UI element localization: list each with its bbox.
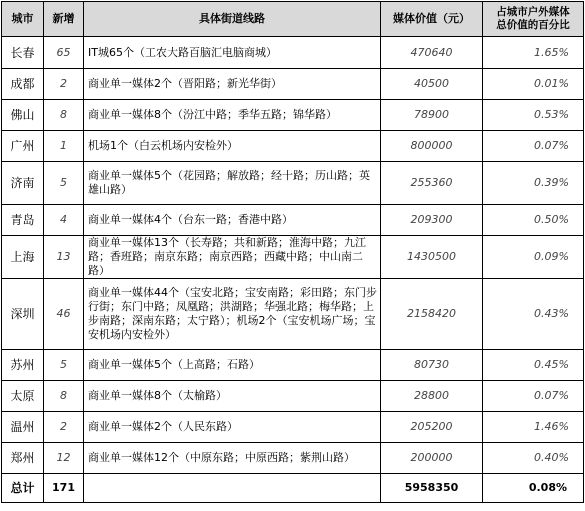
price-cell: 200000: [381, 443, 483, 474]
header-route: 具体街道线路: [84, 2, 381, 37]
price-cell: 1430500: [381, 236, 483, 279]
percentage-cell: 0.45%: [483, 350, 584, 381]
percentage-cell: 0.39%: [483, 162, 584, 205]
route-cell: 商业单一媒体8个（太榆路）: [84, 381, 381, 412]
new-count-cell: 5: [44, 162, 84, 205]
new-count-cell: 2: [44, 69, 84, 100]
total-price: 5958350: [381, 474, 483, 503]
route-cell: 商业单一媒体5个（花园路；解放路；经十路；历山路；英雄山路）: [84, 162, 381, 205]
route-cell: 商业单一媒体2个（晋阳路；新光华街）: [84, 69, 381, 100]
city-cell: 佛山: [2, 100, 44, 131]
table-row: [2, 69, 584, 100]
new-count-cell: 2: [44, 412, 84, 443]
price-cell: 209300: [381, 205, 483, 236]
table-row: [2, 381, 584, 412]
table-row: [2, 236, 584, 279]
route-cell: 商业单一媒体8个（汾江中路；季华五路；锦华路）: [84, 100, 381, 131]
city-cell: 苏州: [2, 350, 44, 381]
city-cell: 太原: [2, 381, 44, 412]
city-cell: 深圳: [2, 279, 44, 350]
new-count-cell: 46: [44, 279, 84, 350]
price-cell: 78900: [381, 100, 483, 131]
new-count-cell: 8: [44, 100, 84, 131]
new-count-cell: 8: [44, 381, 84, 412]
header-percentage: [483, 2, 584, 37]
table-row: [2, 100, 584, 131]
percentage-cell: 0.43%: [483, 279, 584, 350]
city-cell: 长春: [2, 37, 44, 69]
city-cell: 郑州: [2, 443, 44, 474]
percentage-cell: 0.07%: [483, 381, 584, 412]
percentage-cell: 0.01%: [483, 69, 584, 100]
price-cell: 470640: [381, 37, 483, 69]
route-cell: 机场1个（白云机场内安检外）: [84, 131, 381, 162]
table-row: [2, 131, 584, 162]
percentage-cell: 0.50%: [483, 205, 584, 236]
header-city: 城市: [2, 2, 44, 37]
header-new: 新增: [44, 2, 84, 37]
table-row: [2, 279, 584, 350]
new-count-cell: 5: [44, 350, 84, 381]
city-cell: 温州: [2, 412, 44, 443]
table-row: [2, 162, 584, 205]
media-value-table: [1, 1, 584, 503]
city-cell: 青岛: [2, 205, 44, 236]
header-percentage-line2: 总价值的百分比: [496, 19, 570, 31]
percentage-cell: 0.07%: [483, 131, 584, 162]
city-cell: 成都: [2, 69, 44, 100]
route-cell: 商业单一媒体13个（长寿路；共和新路；淮海中路；九江路；香班路；南京东路；南京西路；西藏中路；中山南二路）: [84, 236, 381, 279]
route-cell: 商业单一媒体5个（上高路；石路）: [84, 350, 381, 381]
total-route: [84, 474, 381, 503]
percentage-cell: 0.09%: [483, 236, 584, 279]
header-price: 媒体价值（元）: [381, 2, 483, 37]
total-label: 总计: [2, 474, 44, 503]
table-row: [2, 205, 584, 236]
price-cell: 40500: [381, 69, 483, 100]
table-row: [2, 37, 584, 69]
route-cell: 商业单一媒体12个（中原东路；中原西路；紫荆山路）: [84, 443, 381, 474]
route-cell: 商业单一媒体4个（台东一路；香港中路）: [84, 205, 381, 236]
header-row: [2, 2, 584, 37]
header-percentage-line1: 占城市户外媒体: [496, 6, 570, 18]
route-cell: 商业单一媒体44个（宝安北路；宝安南路；彩田路；东门步行街；东门中路；凤凰路；洪湖路；华强北路；梅华路；上步南路；深南东路；太宁路）；机场2个（宝安机场广场；宝安机场内安检外）: [84, 279, 381, 350]
percentage-cell: 0.53%: [483, 100, 584, 131]
percentage-cell: 1.46%: [483, 412, 584, 443]
total-new-count: 171: [44, 474, 84, 503]
new-count-cell: 4: [44, 205, 84, 236]
price-cell: 2158420: [381, 279, 483, 350]
total-row: [2, 474, 584, 503]
price-cell: 205200: [381, 412, 483, 443]
total-percentage: 0.08%: [483, 474, 584, 503]
table-row: [2, 350, 584, 381]
city-cell: 上海: [2, 236, 44, 279]
city-cell: 广州: [2, 131, 44, 162]
table-row: [2, 443, 584, 474]
price-cell: 28800: [381, 381, 483, 412]
new-count-cell: 1: [44, 131, 84, 162]
city-cell: 济南: [2, 162, 44, 205]
price-cell: 800000: [381, 131, 483, 162]
new-count-cell: 13: [44, 236, 84, 279]
table-row: [2, 412, 584, 443]
percentage-cell: 1.65%: [483, 37, 584, 69]
price-cell: 80730: [381, 350, 483, 381]
price-cell: 255360: [381, 162, 483, 205]
percentage-cell: 0.40%: [483, 443, 584, 474]
route-cell: 商业单一媒体2个（人民东路）: [84, 412, 381, 443]
new-count-cell: 12: [44, 443, 84, 474]
route-cell: IT城65个（工农大路百脑汇电脑商城）: [84, 37, 381, 69]
new-count-cell: 65: [44, 37, 84, 69]
